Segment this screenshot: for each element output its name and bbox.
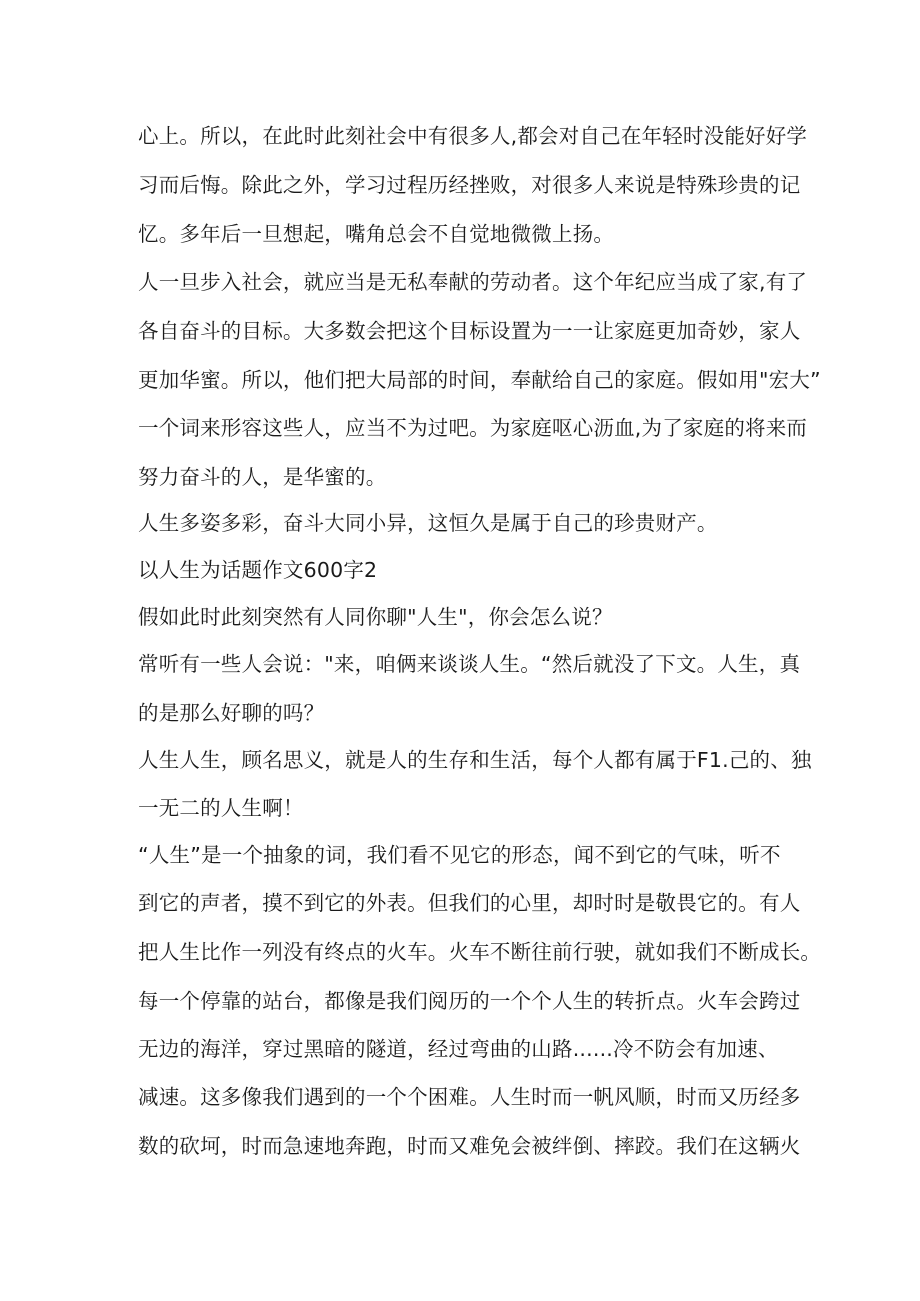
text-line: 一个词来形容这些人，应当不为过吧。为家庭呕心沥血,为了家庭的将来而 [138, 416, 808, 440]
text-line: 一无二的人生啊！ [138, 796, 304, 820]
text-line: 人生人生，顾名思义，就是人的生存和生活，每个人都有属于F1.己的、独 [138, 748, 812, 772]
text-line: 无边的海洋，穿过黑暗的隧道，经过弯曲的山路......冷不防会有加速、 [138, 1037, 779, 1061]
text-line: 的是那么好聊的吗？ [138, 701, 325, 725]
section-heading: 以人生为话题作文600字2 [138, 558, 378, 582]
text-line: 到它的声者，摸不到它的外表。但我们的心里，却时时是敬畏它的。有人 [138, 891, 801, 915]
text-line: 努力奋斗的人，是华蜜的。 [138, 465, 387, 489]
text-line: 更加华蜜。所以，他们把大局部的时间，奉献给自己的家庭。假如用"宏大” [138, 368, 821, 392]
text-line: 假如此时此刻突然有人同你聊"人生"，你会怎么说？ [138, 605, 613, 629]
text-line: 人一旦步入社会，就应当是无私奉献的劳动者。这个年纪应当成了家,有了 [138, 270, 808, 294]
text-line: 习而后悔。除此之外，学习过程历经挫败，对很多人来说是特殊珍贵的记 [138, 173, 801, 197]
text-line: 忆。多年后一旦想起，嘴角总会不自觉地微微上扬。 [138, 222, 615, 246]
text-line: 各自奋斗的目标。大多数会把这个目标设置为一一让家庭更加奇妙，家人 [138, 319, 801, 343]
text-line: 人生多姿多彩，奋斗大同小异，这恒久是属于自己的珍贵财产。 [138, 511, 718, 535]
text-line: 数的砍坷，时而急速地奔跑，时而又难免会被绊倒、摔跤。我们在这辆火 [138, 1134, 801, 1158]
text-line: “人生”是一个抽象的词，我们看不见它的形态，闻不到它的气味，听不 [138, 843, 781, 867]
text-line: 减速。这多像我们遇到的一个个困难。人生时而一帆风顺，时而又历经多 [138, 1085, 801, 1109]
text-line: 把人生比作一列没有终点的火车。火车不断往前行驶，就如我们不断成长。 [138, 940, 822, 964]
text-line: 常听有一些人会说："来，咱俩来谈谈人生。“然后就没了下文。人生，真 [138, 652, 801, 676]
text-line: 每一个停靠的站台，都像是我们阅历的一个个人生的转折点。火车会跨过 [138, 989, 801, 1013]
text-line: 心上。所以，在此时此刻社会中有很多人,都会对自己在年轻时没能好好学 [138, 124, 808, 148]
